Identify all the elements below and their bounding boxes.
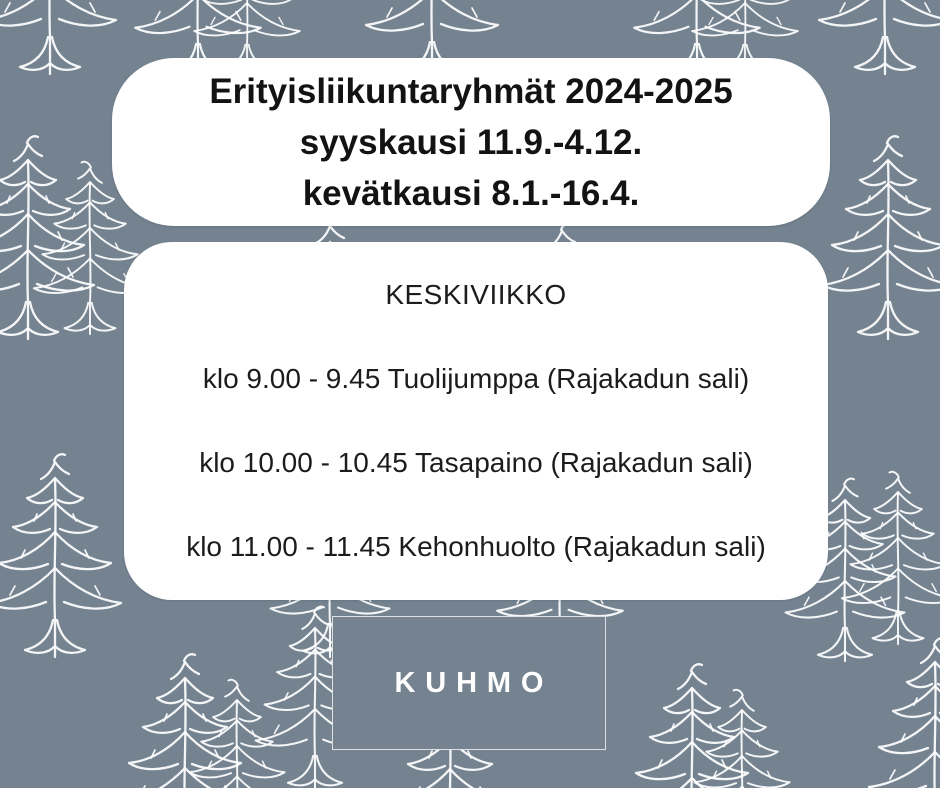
spring-season-dates: kevätkausi 8.1.-16.4. [302,173,640,213]
schedule-card [124,242,828,600]
title-card [112,58,830,226]
schedule-row: klo 9.00 - 9.45 Tuolijumppa (Rajakadun sali) [202,363,750,394]
autumn-season-dates: syyskausi 11.9.-4.12. [299,122,643,162]
schedule-row: klo 11.00 - 11.45 Kehonhuolto (Rajakadun sali) [186,531,766,562]
day-heading: KESKIVIIKKO [385,279,567,310]
kuhmo-logo-box [332,616,606,750]
kuhmo-logo-text: KUHMO [394,666,554,699]
schedule-row: klo 10.00 - 10.45 Tasapaino (Rajakadun sali) [199,447,753,478]
poster-title: Erityisliikuntaryhmät 2024-2025 [209,71,733,111]
